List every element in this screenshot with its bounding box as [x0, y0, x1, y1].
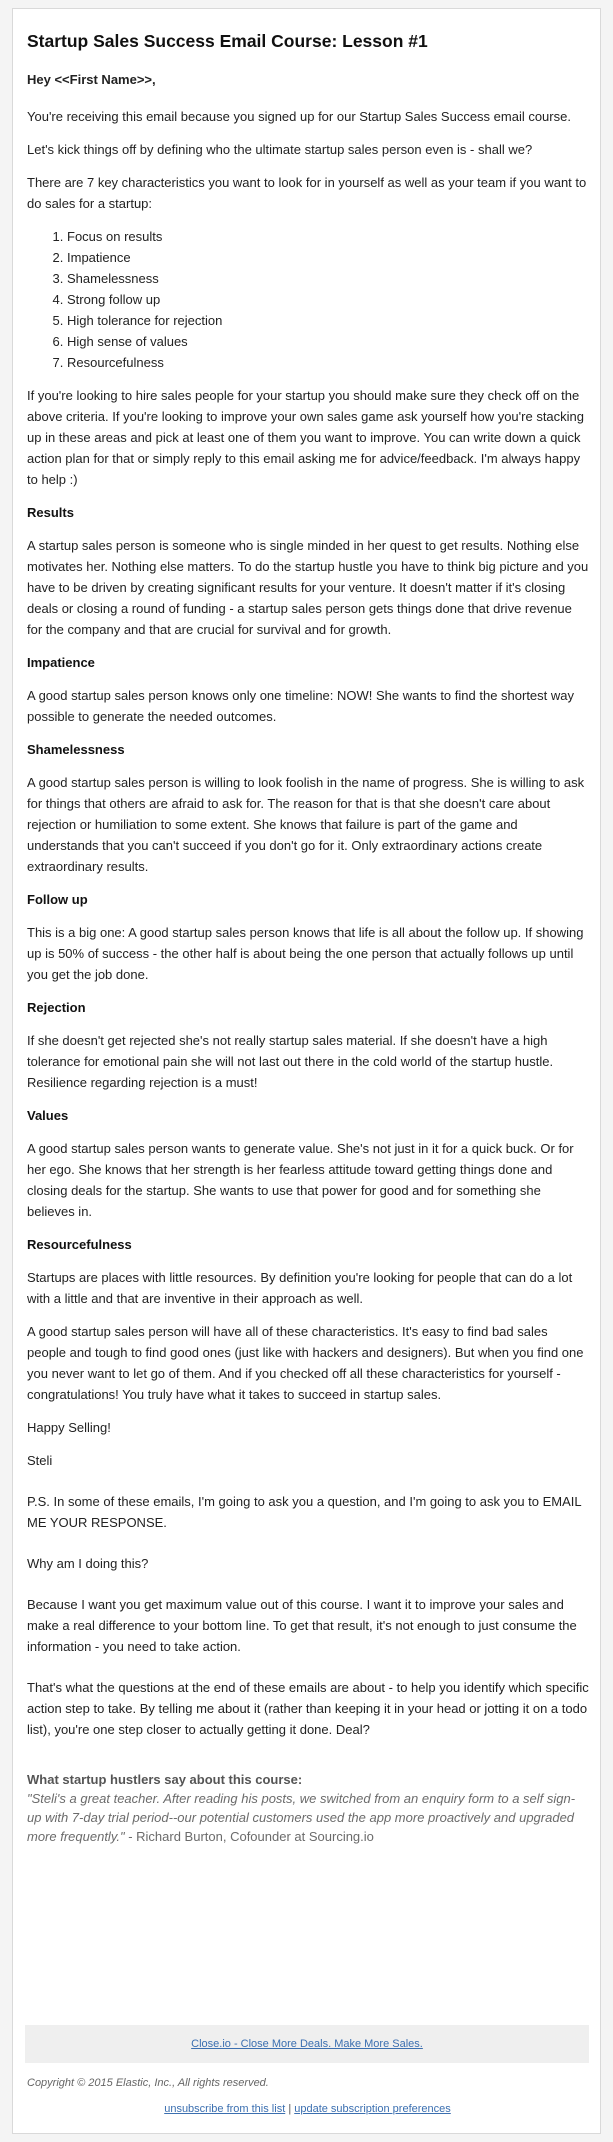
section-body-shamelessness: A good startup sales person is willing to look foolish in the name of progress. She is willing to ask for things that others are afraid to ask for. The reason for that is that she doesn't care about rejection or humiliation to some extent. She knows that failure is part of the game and understands that you can't succeed if you don't go for it. Only extraordinary actions create extraordinary results. — [27, 775, 585, 874]
testimonial — [27, 1770, 589, 1846]
list-item: 1. Focus on results — [67, 226, 589, 247]
list-item: 3. Shamelessness — [67, 268, 589, 289]
section-heading-results: Results — [27, 505, 74, 520]
email-body — [27, 29, 589, 1846]
link-separator: | — [288, 2103, 292, 2115]
section-heading-follow-up: Follow up — [27, 892, 88, 907]
ps-paragraph: Because I want you get maximum value out of this course. I want it to improve your sales and make a real difference to your bottom line. To get that result, it's not enough to just consume the information - you need to take action. — [27, 1597, 577, 1654]
email-title: Startup Sales Success Email Course: Lesson #1 — [27, 31, 428, 51]
section-heading-rejection: Rejection — [27, 1000, 86, 1015]
characteristics-list — [27, 226, 589, 373]
list-item: 5. High tolerance for rejection — [67, 310, 589, 331]
after-list-paragraph: If you're looking to hire sales people for your startup you should make sure they check off on the above criteria. If you're looking to improve your own sales game ask yourself how you're stacking up in these areas and pick at least one of them you want to improve. You can write down a quick action plan for that or simply reply to this email asking me for advice/feedback. I'm always happy to help :) — [27, 388, 585, 487]
section-heading-resourcefulness: Resourcefulness — [27, 1237, 132, 1252]
ps-paragraph: That's what the questions at the end of these emails are about - to help you identify which specific action step to take. By telling me about it (rather than keeping it in your head or jotting it on a todo list), you're one step closer to actually getting it done. Deal? — [27, 1680, 589, 1737]
section-body-resourcefulness: Startups are places with little resources. By definition you're looking for people that can do a lot with a little and that are inventive in their approach as well. — [27, 1270, 573, 1306]
list-item: 7. Resourcefulness — [67, 352, 589, 373]
list-item: 4. Strong follow up — [67, 289, 589, 310]
list-item: 2. Impatience — [67, 247, 589, 268]
footer-bar — [25, 2025, 589, 2063]
section-body-rejection: If she doesn't get rejected she's not really startup sales material. If she doesn't have a high tolerance for emotional pain she will not last out there in the cold world of the startup hustle. Resilience regarding rejection is a must! — [27, 1033, 554, 1090]
unsubscribe-link[interactable]: unsubscribe from this list — [164, 2103, 286, 2115]
copyright-text: Copyright © 2015 Elastic, Inc., All rights reserved. — [27, 2077, 269, 2089]
update-preferences-link[interactable]: update subscription preferences — [294, 2103, 451, 2115]
footer-links — [13, 2103, 602, 2115]
email-frame — [12, 8, 601, 2134]
intro-paragraph: There are 7 key characteristics you want to look for in yourself as well as your team if you want to do sales for a startup: — [27, 175, 587, 211]
intro-paragraph: Let's kick things off by defining who the ultimate startup sales person even is - shall we? — [27, 142, 533, 157]
testimonial-text — [27, 1789, 589, 1846]
testimonial-attribution: - Richard Burton, Cofounder at Sourcing.io — [124, 1829, 374, 1844]
section-body-impatience: A good startup sales person knows only one timeline: NOW! She wants to find the shortest way possible to generate the needed outcomes. — [27, 688, 575, 724]
greeting: Hey <<First Name>>, — [27, 72, 156, 87]
section-heading-shamelessness: Shamelessness — [27, 742, 125, 757]
signoff: Happy Selling! — [27, 1420, 111, 1435]
ps-paragraph: Why am I doing this? — [27, 1556, 149, 1571]
section-heading-impatience: Impatience — [27, 655, 95, 670]
section-body-follow-up: This is a big one: A good startup sales person knows that life is all about the follow up. If showing up is 50% of success - the other half is about being the one person that actually follows up until you get the job done. — [27, 925, 584, 982]
intro-paragraph: You're receiving this email because you signed up for our Startup Sales Success email course. — [27, 109, 571, 124]
closing-paragraph: A good startup sales person will have all of these characteristics. It's easy to find bad sales people and tough to find good ones (just like with hackers and designers). But when you find one you never want to let go of them. And if you checked off all these characteristics for yourself - congratulations! You truly have what it takes to succeed in startup sales. — [27, 1324, 584, 1402]
section-heading-values: Values — [27, 1108, 69, 1123]
testimonial-title: What startup hustlers say about this course: — [27, 1772, 303, 1787]
testimonial-quote: "Steli's a great teacher. After reading his posts, we switched from an enquiry form to a self sign-up with 7-day trial period--our potential customers used the app more proactively and upgraded more frequently." — [27, 1791, 576, 1844]
brand-link[interactable]: Close.io - Close More Deals. Make More Sales. — [191, 2038, 423, 2050]
section-body-values: A good startup sales person wants to generate value. She's not just in it for a quick buck. Or for her ego. She knows that her strength is her fearless attitude toward getting things done and closing deals for the startup. She wants to use that power for good and for something she believes in. — [27, 1141, 574, 1219]
ps-paragraph: P.S. In some of these emails, I'm going to ask you a question, and I'm going to ask you to EMAIL ME YOUR RESPONSE. — [27, 1494, 582, 1530]
signature: Steli — [27, 1453, 53, 1468]
list-item: 6. High sense of values — [67, 331, 589, 352]
section-body-results: A startup sales person is someone who is single minded in her quest to get results. Nothing else motivates her. Nothing else matters. To do the startup hustle you have to think big picture and you have to be driven by creating significant results for your venture. It doesn't matter if it's closing deals or closing a round of funding - a startup sales person gets things done that drive revenue for the company and that are crucial for survival and for growth. — [27, 538, 589, 637]
